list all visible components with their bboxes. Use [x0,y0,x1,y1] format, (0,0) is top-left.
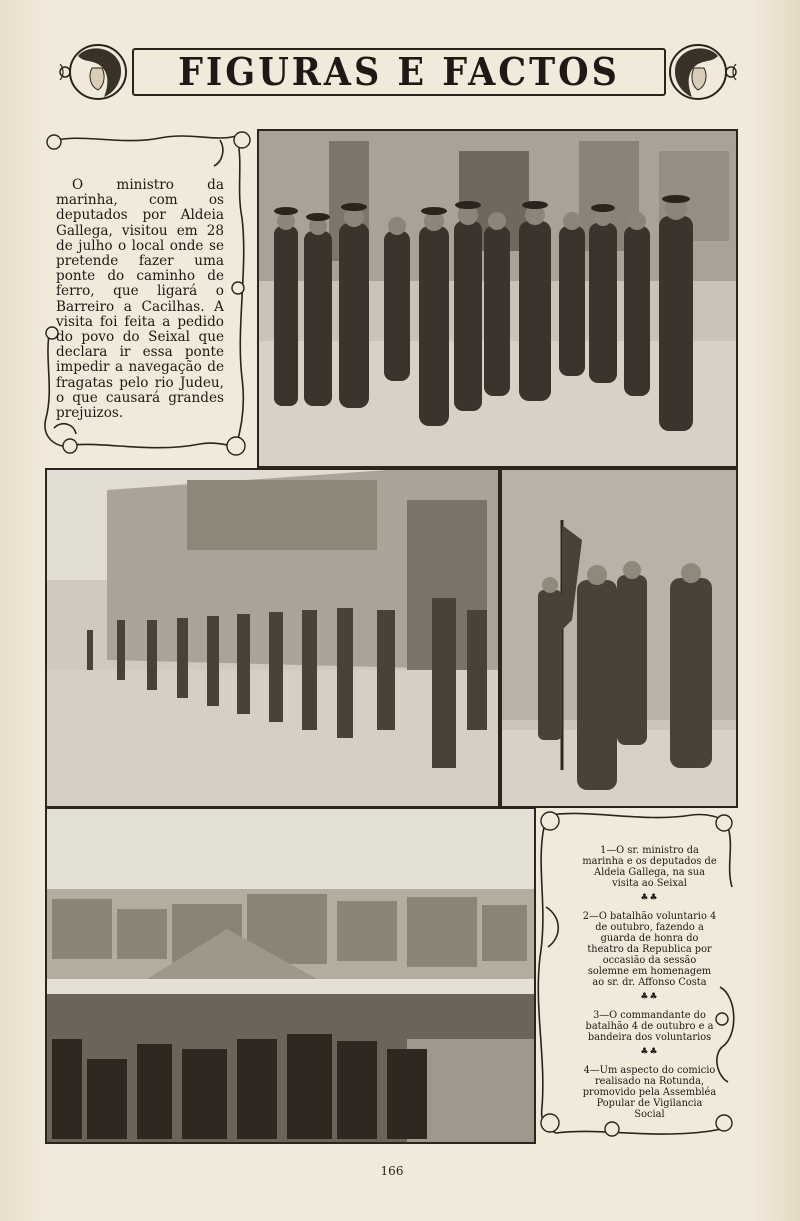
club-ornament: ♣♣ [640,1047,659,1057]
header-banner [58,42,738,102]
soldiers-line-photo-icon [47,470,498,806]
caption-1: 1—O sr. ministro da marinha e os deputados de Aldeia Gallega, na sua visita ao Seixal [582,845,717,889]
title-box [132,48,666,96]
intro-paragraph [56,178,224,421]
caption-2: 2—O batalhão voluntario 4 de outubro, fazendo a guarda de honra do theatro da Republica por occasião da sessão solemne em homenagem ao sr. dr. Affonso Costa [582,911,717,988]
crowd-photo-icon [47,809,534,1142]
photo-minister-visit [257,129,738,468]
photo-captions [582,845,717,1124]
woman-portrait-medallion-icon [58,42,128,102]
club-ornament: ♣♣ [640,992,659,1002]
club-ornament: ♣♣ [640,893,659,903]
soldiers-flag-photo-icon [502,470,736,806]
photo-rally-rotunda [45,807,536,1144]
page-number: 166 [380,1164,404,1178]
intro-text: O ministro da marinha, com os deputados por Aldeia Gallega, visitou em 28 de julho o local onde se pretende fazer uma ponte do caminho de ferro, que ligará o Barreiro a Cacilhas. A visita foi feita a pedido do povo do Seixal que declara ir essa ponte impedir a navegação de fragatas pelo rio Judeu, o que causará grandes prejuizos. [56,177,224,422]
caption-3: 3—O commandante do batalhão 4 de outubro e a bandeira dos voluntarios [585,1010,714,1043]
caption-4: 4—Um aspecto do comicio realisado na Rotunda, promovido pela Assembléa Popular de Vigilancia Social [582,1065,717,1120]
photo-battalion-guard [45,468,500,808]
page-title: FIGURAS E FACTOS [178,49,620,95]
group-of-men-photo-icon [259,131,736,466]
photo-commander-flag [500,468,738,808]
woman-portrait-medallion-icon [668,42,738,102]
